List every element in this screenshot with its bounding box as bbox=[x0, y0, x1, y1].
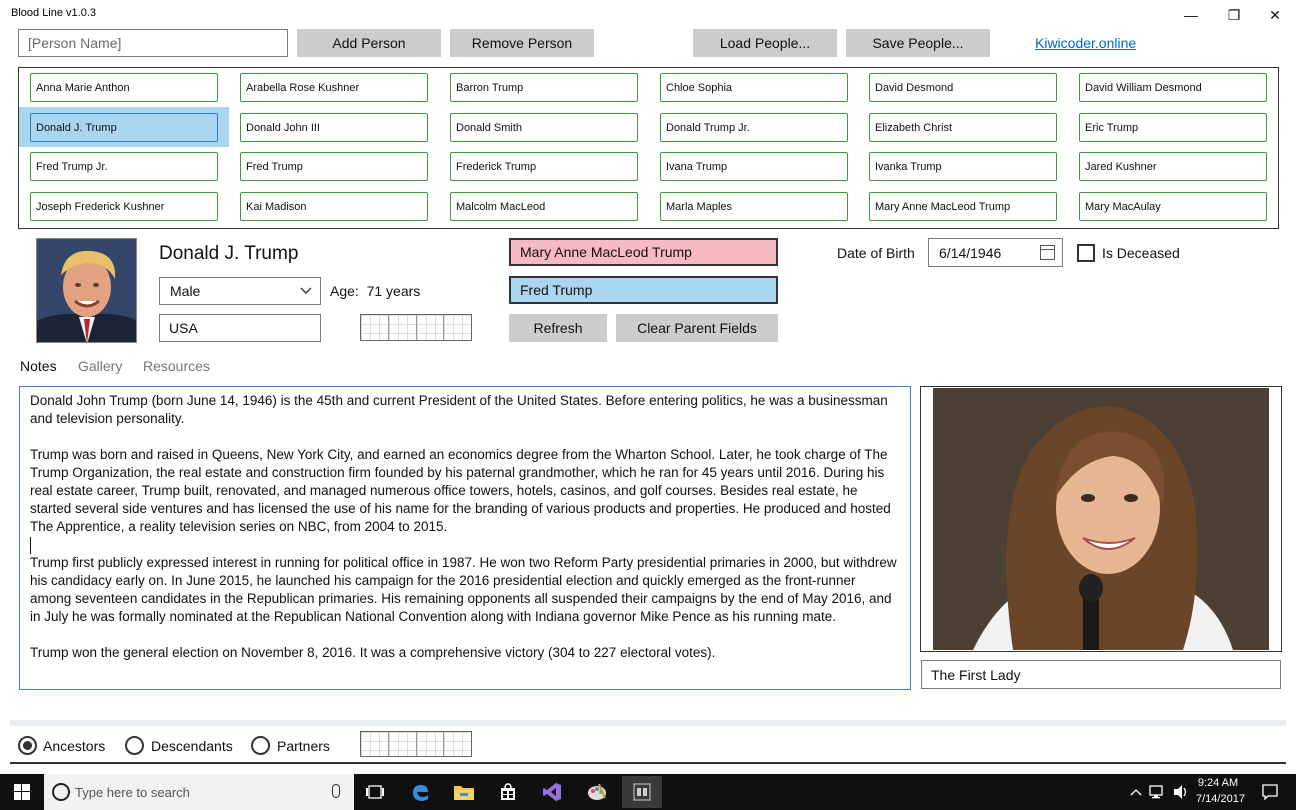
person-card[interactable]: Jared Kushner bbox=[1079, 152, 1267, 181]
is-deceased-label: Is Deceased bbox=[1102, 245, 1180, 261]
add-person-button[interactable]: Add Person bbox=[297, 29, 441, 57]
person-name-input[interactable]: [Person Name] bbox=[18, 29, 288, 57]
age-label: Age: bbox=[330, 283, 359, 299]
person-photo bbox=[36, 238, 137, 343]
person-card[interactable]: Ivana Trump bbox=[660, 152, 848, 181]
gallery-image[interactable] bbox=[933, 388, 1269, 650]
person-card[interactable]: Chloe Sophia bbox=[660, 73, 848, 102]
store-icon[interactable] bbox=[496, 780, 520, 804]
tab-gallery[interactable]: Gallery bbox=[78, 358, 123, 374]
descendants-label: Descendants bbox=[151, 738, 233, 754]
partners-label: Partners bbox=[277, 738, 330, 754]
person-card[interactable]: Fred Trump bbox=[240, 152, 428, 181]
notes-paragraph: Trump was born and raised in Queens, New York City, and earned an economics degree from the Wharton School. Later, he took charge of The Trump Organization, the real estate and construction firm founded by his paternal grandmother, which he ran for 45 years until 2016. During his real estate career, Trump built, renovated, and managed numerous office towers, hotels, casinos, and golf courses. Besides real estate, he started several side ventures and has licensed the use of his name for the branding of various products and properties. He produced and hosted The Apprentice, a reality television series on NBC, from 2004 to 2015. bbox=[30, 447, 891, 534]
clock-date[interactable]: 7/14/2017 bbox=[1196, 793, 1245, 805]
age-display bbox=[330, 283, 420, 299]
window-title: Blood Line v1.0.3 bbox=[11, 7, 97, 19]
mother-field[interactable]: Mary Anne MacLeod Trump bbox=[509, 238, 778, 266]
taskbar-search-placeholder: Type here to search bbox=[75, 785, 190, 800]
notes-textarea[interactable] bbox=[19, 386, 911, 690]
ancestors-radio[interactable] bbox=[18, 736, 37, 755]
microphone-icon[interactable] bbox=[332, 784, 340, 798]
gender-select[interactable] bbox=[159, 277, 321, 305]
taskbar bbox=[0, 774, 1296, 810]
person-card[interactable]: Fred Trump Jr. bbox=[30, 152, 218, 181]
save-people-button[interactable]: Save People... bbox=[846, 29, 990, 57]
person-card[interactable]: Anna Marie Anthon bbox=[30, 73, 218, 102]
minimize-button[interactable] bbox=[1168, 0, 1214, 30]
gallery-caption-input[interactable]: The First Lady bbox=[921, 660, 1281, 689]
close-button[interactable] bbox=[1252, 0, 1296, 30]
windows-start-icon[interactable] bbox=[10, 780, 34, 804]
refresh-button[interactable]: Refresh bbox=[509, 314, 607, 342]
network-icon[interactable] bbox=[1146, 780, 1170, 804]
descendants-radio[interactable] bbox=[125, 736, 144, 755]
person-card[interactable]: Marla Maples bbox=[660, 192, 848, 221]
divider bbox=[10, 762, 1286, 764]
task-view-icon[interactable] bbox=[363, 780, 387, 804]
person-card[interactable]: Donald Smith bbox=[450, 113, 638, 142]
people-grid bbox=[18, 67, 1279, 229]
father-field[interactable]: Fred Trump bbox=[509, 276, 778, 304]
date-of-birth-value: 6/14/1946 bbox=[939, 244, 1002, 261]
person-card[interactable]: Ivanka Trump bbox=[869, 152, 1057, 181]
country-input[interactable]: USA bbox=[159, 314, 321, 342]
person-name-heading: Donald J. Trump bbox=[159, 243, 299, 264]
date-of-birth-label: Date of Birth bbox=[837, 245, 915, 261]
person-card[interactable]: Malcolm MacLeod bbox=[450, 192, 638, 221]
title-bar bbox=[0, 0, 1296, 30]
close-icon: ✕ bbox=[1269, 6, 1281, 23]
file-explorer-icon[interactable] bbox=[452, 780, 476, 804]
remove-person-button[interactable]: Remove Person bbox=[450, 29, 594, 57]
person-card[interactable]: David Desmond bbox=[869, 73, 1057, 102]
person-card[interactable]: Barron Trump bbox=[450, 73, 638, 102]
gallery-frame bbox=[920, 386, 1282, 652]
age-value: 71 years bbox=[366, 283, 421, 299]
partners-radio[interactable] bbox=[251, 736, 270, 755]
text-cursor bbox=[30, 537, 31, 554]
person-card[interactable]: Donald John III bbox=[240, 113, 428, 142]
action-center-icon[interactable] bbox=[1258, 780, 1282, 804]
date-of-birth-picker[interactable] bbox=[928, 238, 1063, 267]
person-card[interactable]: Donald J. Trump bbox=[30, 113, 218, 142]
person-card[interactable]: Elizabeth Christ bbox=[869, 113, 1057, 142]
person-card[interactable]: Eric Trump bbox=[1079, 113, 1267, 142]
notes-paragraph: Donald John Trump (born June 14, 1946) is the 45th and current President of the United States. Before entering politics, he was a businessman and television personality. bbox=[30, 393, 888, 426]
person-card[interactable]: Arabella Rose Kushner bbox=[240, 73, 428, 102]
tab-resources[interactable]: Resources bbox=[143, 358, 210, 374]
person-icon-grid[interactable] bbox=[360, 314, 472, 341]
person-card[interactable]: David William Desmond bbox=[1079, 73, 1267, 102]
restore-button[interactable] bbox=[1211, 0, 1257, 30]
edge-browser-icon[interactable] bbox=[408, 780, 432, 804]
person-card[interactable]: Kai Madison bbox=[240, 192, 428, 221]
taskbar-search-box[interactable] bbox=[44, 774, 354, 810]
horizontal-scrollbar[interactable] bbox=[10, 720, 1286, 726]
clear-parent-fields-button[interactable]: Clear Parent Fields bbox=[616, 314, 778, 342]
notes-paragraph: Trump won the general election on November 8, 2016. It was a comprehensive victory (304 to 227 electoral votes). bbox=[30, 645, 716, 660]
volume-icon[interactable] bbox=[1169, 780, 1193, 804]
restore-icon: ❐ bbox=[1227, 6, 1241, 23]
view-icon-grid[interactable] bbox=[360, 731, 472, 757]
person-card[interactable]: Joseph Frederick Kushner bbox=[30, 192, 218, 221]
person-card[interactable]: Donald Trump Jr. bbox=[660, 113, 848, 142]
cortana-icon bbox=[52, 783, 70, 801]
calendar-icon[interactable] bbox=[1040, 245, 1055, 260]
load-people-button[interactable]: Load People... bbox=[693, 29, 837, 57]
person-card[interactable]: Mary MacAulay bbox=[1079, 192, 1267, 221]
minimize-icon: — bbox=[1184, 7, 1198, 23]
paint-app-icon[interactable] bbox=[585, 780, 609, 804]
visual-studio-icon[interactable] bbox=[540, 780, 564, 804]
chevron-down-icon bbox=[300, 287, 312, 295]
kiwicoder-link[interactable]: Kiwicoder.online bbox=[1035, 35, 1137, 51]
bloodline-app-icon[interactable] bbox=[622, 776, 662, 808]
is-deceased-checkbox[interactable] bbox=[1077, 244, 1095, 262]
ancestors-label: Ancestors bbox=[43, 738, 106, 754]
notes-paragraph: Trump first publicly expressed interest in running for political office in 1987. He won two Reform Party presidential primaries in 2000, but withdrew his candidacy early on. In June 2015, he launched his campaign for the 2016 presidential election and quickly emerged as the front-runner among seventeen candidates in the Republican primaries. His remaining opponents all suspended their campaigns by the end of May 2016, and in July he was formally nominated at the Republican National Convention along with Indiana governor Mike Pence as his running mate. bbox=[30, 555, 897, 624]
gender-value: Male bbox=[170, 283, 201, 299]
tab-notes[interactable]: Notes bbox=[20, 358, 57, 374]
clock-time[interactable]: 9:24 AM bbox=[1197, 777, 1239, 789]
person-card[interactable]: Frederick Trump bbox=[450, 152, 638, 181]
person-card[interactable]: Mary Anne MacLeod Trump bbox=[869, 192, 1057, 221]
chevron-up-icon[interactable] bbox=[1124, 780, 1148, 804]
